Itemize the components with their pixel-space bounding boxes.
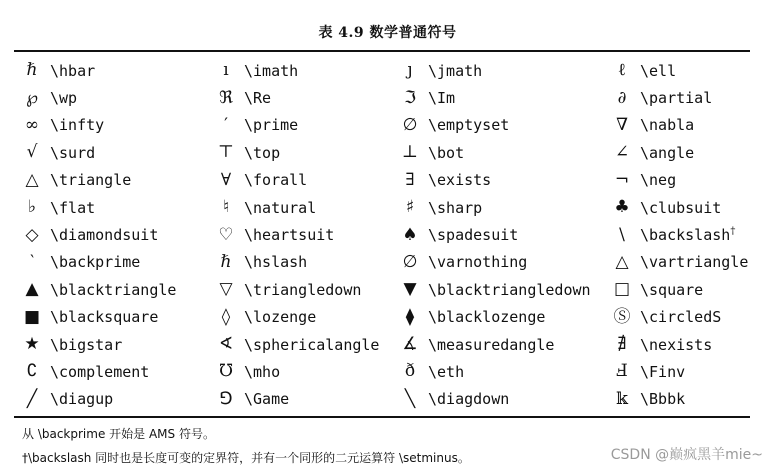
- symbol-command: [244, 116, 298, 134]
- symbol-glyph: ı: [223, 60, 229, 81]
- symbol-command: [244, 281, 361, 299]
- command-text: \varnothing: [428, 253, 528, 272]
- command-text: \partial: [640, 89, 713, 108]
- symbol-cell: [14, 57, 208, 84]
- symbol-glyph: ′: [224, 114, 228, 135]
- command-text: \Bbbk: [640, 390, 686, 409]
- symbol-glyph: ∄: [617, 334, 627, 355]
- symbol-cell: [14, 112, 208, 139]
- table-title: 表 4.9 数学普通符号: [318, 25, 457, 41]
- command-text: \blacklozenge: [428, 308, 546, 327]
- command-text: \lozenge: [244, 308, 317, 327]
- symbol-command: [50, 226, 158, 244]
- command-text: \Re: [244, 89, 272, 108]
- symbol-glyph: 𝕜: [616, 388, 628, 409]
- symbol-command: [640, 199, 721, 217]
- symbol-command: [244, 226, 334, 244]
- symbol-command: [244, 363, 280, 381]
- table-row: [14, 57, 750, 84]
- symbol-cell: [14, 167, 208, 194]
- symbol-command: [428, 336, 554, 354]
- symbol-command: [428, 253, 527, 271]
- symbol-command: [640, 281, 703, 299]
- symbol-cell: [604, 57, 750, 84]
- symbol-glyph: ∢: [218, 334, 234, 355]
- symbol-cell: [14, 139, 208, 166]
- symbol-cell: [604, 221, 750, 248]
- command-text: \bigstar: [50, 335, 123, 354]
- command-text: \infty: [50, 116, 105, 135]
- symbol-command: [244, 390, 289, 408]
- symbol-cell: [208, 276, 392, 303]
- symbol-command: [50, 62, 95, 80]
- symbol-glyph: ℏ: [26, 60, 38, 81]
- symbol-cell: [392, 167, 604, 194]
- symbol-glyph: ∁: [26, 361, 38, 382]
- footnote-marker: †: [730, 226, 736, 238]
- symbol-command: [50, 171, 131, 189]
- symbol-glyph: ∠: [614, 142, 630, 163]
- symbol-command: [50, 308, 158, 326]
- command-text: \backprime: [50, 253, 141, 272]
- symbol-cell: [604, 139, 750, 166]
- command-text: \nexists: [640, 335, 713, 354]
- command-text: \angle: [640, 143, 695, 162]
- symbol-glyph: ℜ: [219, 87, 233, 108]
- watermark: CSDN @巅疯黑羊mie~: [610, 447, 763, 463]
- symbol-command: [640, 390, 685, 408]
- symbol-glyph: ȷ: [407, 60, 413, 81]
- command-text: \sharp: [428, 198, 483, 217]
- symbol-glyph: ¬: [614, 169, 630, 190]
- symbol-glyph: ♮: [222, 197, 230, 218]
- table-row: [14, 386, 750, 413]
- symbol-command: [244, 89, 271, 107]
- command-text: \imath: [244, 61, 299, 80]
- symbol-command: [640, 144, 694, 162]
- symbol-command: [640, 171, 676, 189]
- symbol-command: [428, 89, 455, 107]
- symbol-cell: [392, 112, 604, 139]
- command-text: \Game: [244, 390, 290, 409]
- symbol-glyph: ★: [24, 334, 40, 355]
- symbol-glyph: ð: [404, 361, 416, 382]
- command-text: \hbar: [50, 61, 96, 80]
- symbol-command: [50, 336, 122, 354]
- command-text: \eth: [428, 362, 465, 381]
- symbol-glyph: ╱: [26, 388, 38, 409]
- symbol-cell: [604, 167, 750, 194]
- symbol-cell: [604, 112, 750, 139]
- symbol-glyph: ⊥: [402, 142, 418, 163]
- symbol-glyph: ℧: [218, 361, 234, 382]
- table-row: [14, 249, 750, 276]
- symbol-cell: [392, 304, 604, 331]
- symbol-glyph: ∀: [220, 169, 232, 190]
- symbol-cell: [14, 84, 208, 111]
- command-text: \vartriangle: [640, 253, 749, 272]
- symbol-glyph: √: [26, 142, 38, 163]
- symbol-command: [428, 226, 518, 244]
- symbol-command: [640, 226, 735, 244]
- command-text: \neg: [640, 171, 677, 190]
- symbol-cell: [604, 386, 750, 413]
- command-text: \bot: [428, 143, 465, 162]
- symbol-command: [640, 336, 712, 354]
- symbol-glyph: ♭: [27, 197, 37, 218]
- symbol-cell: [208, 139, 392, 166]
- symbol-cell: [208, 167, 392, 194]
- symbol-command: [640, 89, 712, 107]
- symbol-glyph: ℓ: [617, 60, 627, 81]
- command-text: \backslash: [640, 226, 731, 245]
- symbol-cell: [208, 358, 392, 385]
- symbol-glyph: △: [615, 251, 629, 272]
- command-text: \clubsuit: [640, 198, 722, 217]
- command-text: \circledS: [640, 308, 722, 327]
- symbol-glyph: ▲: [25, 279, 39, 300]
- symbol-glyph: ∞: [24, 114, 40, 135]
- command-text: \blacksquare: [50, 308, 159, 327]
- symbol-cell: [208, 221, 392, 248]
- symbol-command: [244, 144, 280, 162]
- symbol-glyph: ‵: [30, 251, 34, 272]
- symbol-cell: [392, 249, 604, 276]
- symbol-cell: [208, 331, 392, 358]
- table-row: [14, 167, 750, 194]
- symbol-glyph: ■: [23, 306, 41, 327]
- symbol-command: [244, 336, 379, 354]
- symbol-glyph: ♡: [218, 224, 234, 245]
- table-row: [14, 221, 750, 248]
- symbol-command: [640, 116, 694, 134]
- symbol-cell: [392, 194, 604, 221]
- symbol-command: [50, 253, 140, 271]
- symbol-glyph: ∂: [617, 87, 627, 108]
- symbol-cell: [392, 221, 604, 248]
- symbol-glyph: ╲: [404, 388, 416, 409]
- symbol-command: [428, 199, 482, 217]
- symbol-glyph: Ⓢ: [613, 306, 631, 327]
- symbol-glyph: ℘: [26, 87, 38, 108]
- symbol-cell: [208, 112, 392, 139]
- symbol-cell: [14, 194, 208, 221]
- command-text: \surd: [50, 143, 96, 162]
- symbol-cell: [208, 304, 392, 331]
- command-text: \square: [640, 280, 704, 299]
- symbol-glyph: □: [613, 279, 631, 300]
- command-text: \sphericalangle: [244, 335, 380, 354]
- command-text: \diagdown: [428, 390, 510, 409]
- symbol-cell: [392, 331, 604, 358]
- symbol-glyph: ∅: [402, 114, 418, 135]
- table-row: [14, 358, 750, 385]
- command-text: \natural: [244, 198, 317, 217]
- symbol-command: [244, 199, 316, 217]
- command-text: \emptyset: [428, 116, 510, 135]
- symbol-command: [428, 62, 482, 80]
- symbol-cell: [14, 304, 208, 331]
- symbol-table: [14, 57, 750, 413]
- symbol-glyph: ∡: [402, 334, 418, 355]
- symbol-glyph: ℏ: [220, 251, 232, 272]
- symbol-command: [428, 308, 545, 326]
- footnote-ams: 从 \backprime 开始是 AMS 符号。: [22, 427, 215, 441]
- symbol-cell: [604, 276, 750, 303]
- symbol-glyph: ♠: [402, 224, 418, 245]
- table-row: [14, 84, 750, 111]
- symbol-command: [640, 253, 748, 271]
- command-text: \ell: [640, 61, 677, 80]
- symbol-cell: [208, 249, 392, 276]
- symbol-command: [50, 390, 113, 408]
- symbol-command: [244, 253, 307, 271]
- symbol-command: [428, 363, 464, 381]
- command-text: \flat: [50, 198, 96, 217]
- symbol-command: [428, 116, 509, 134]
- command-text: \Finv: [640, 362, 686, 381]
- symbol-glyph: ♯: [405, 197, 415, 218]
- command-text: \diamondsuit: [50, 226, 159, 245]
- symbol-cell: [14, 221, 208, 248]
- symbol-cell: [392, 57, 604, 84]
- symbol-cell: [14, 249, 208, 276]
- symbol-command: [244, 62, 298, 80]
- command-text: \blacktriangle: [50, 280, 177, 299]
- symbol-glyph: ⧫: [405, 306, 415, 327]
- bottom-rule: [14, 416, 750, 418]
- symbol-command: [50, 363, 149, 381]
- symbol-cell: [604, 358, 750, 385]
- symbol-cell: [392, 276, 604, 303]
- table-row: [14, 194, 750, 221]
- symbol-command: [50, 89, 77, 107]
- command-text: \blacktriangledown: [428, 280, 591, 299]
- symbol-cell: [392, 139, 604, 166]
- command-text: \heartsuit: [244, 226, 335, 245]
- symbol-command: [640, 363, 685, 381]
- table-row: [14, 112, 750, 139]
- symbol-cell: [208, 57, 392, 84]
- symbol-glyph: ⊤: [218, 142, 234, 163]
- footnote-backslash: †\backslash 同时也是长度可变的定界符，并有一个同形的二元运算符 \setminus。: [22, 451, 470, 465]
- command-text: \mho: [244, 362, 281, 381]
- symbol-cell: [604, 194, 750, 221]
- command-text: \Im: [428, 89, 456, 108]
- symbol-cell: [14, 331, 208, 358]
- command-text: \measuredangle: [428, 335, 555, 354]
- symbol-glyph: ∅: [402, 251, 418, 272]
- symbol-command: [428, 171, 491, 189]
- command-text: \wp: [50, 89, 78, 108]
- symbol-command: [428, 281, 591, 299]
- symbol-cell: [208, 84, 392, 111]
- symbol-command: [428, 144, 464, 162]
- command-text: \complement: [50, 362, 150, 381]
- symbol-command: [244, 171, 307, 189]
- symbol-glyph: △: [25, 169, 39, 190]
- symbol-cell: [208, 194, 392, 221]
- symbol-glyph: \: [619, 224, 625, 245]
- symbol-glyph: ◊: [221, 306, 231, 327]
- command-text: \triangle: [50, 171, 132, 190]
- table-row: [14, 276, 750, 303]
- symbol-cell: [604, 331, 750, 358]
- command-text: \diagup: [50, 390, 114, 409]
- symbol-cell: [604, 249, 750, 276]
- symbol-cell: [604, 304, 750, 331]
- symbol-cell: [14, 276, 208, 303]
- symbol-cell: [14, 358, 208, 385]
- table-row: [14, 304, 750, 331]
- symbol-glyph: ▼: [403, 279, 417, 300]
- symbol-command: [244, 308, 316, 326]
- command-text: \prime: [244, 116, 299, 135]
- symbol-cell: [392, 386, 604, 413]
- symbol-cell: [208, 386, 392, 413]
- symbol-glyph: ♣: [614, 197, 630, 218]
- command-text: \triangledown: [244, 280, 362, 299]
- symbol-command: [640, 62, 676, 80]
- symbol-glyph: ∃: [405, 169, 415, 190]
- command-text: \hslash: [244, 253, 308, 272]
- symbol-glyph: ◇: [25, 224, 39, 245]
- symbol-command: [640, 308, 721, 326]
- symbol-glyph: ℑ: [404, 87, 416, 108]
- command-text: \forall: [244, 171, 308, 190]
- symbol-glyph: ▽: [219, 279, 233, 300]
- command-text: \spadesuit: [428, 226, 519, 245]
- table-row: [14, 139, 750, 166]
- symbol-command: [428, 390, 509, 408]
- command-text: \top: [244, 143, 281, 162]
- symbol-glyph: ⅁: [219, 388, 233, 409]
- symbol-cell: [604, 84, 750, 111]
- symbol-command: [50, 281, 176, 299]
- symbol-command: [50, 199, 95, 217]
- table-row: [14, 331, 750, 358]
- symbol-command: [50, 116, 104, 134]
- symbol-cell: [392, 84, 604, 111]
- symbol-cell: [14, 386, 208, 413]
- command-text: \nabla: [640, 116, 695, 135]
- symbol-glyph: ∇: [616, 114, 628, 135]
- symbol-glyph: Ⅎ: [616, 361, 628, 382]
- symbol-command: [50, 144, 95, 162]
- command-text: \exists: [428, 171, 492, 190]
- command-text: \jmath: [428, 61, 483, 80]
- symbol-cell: [392, 358, 604, 385]
- top-rule: [14, 50, 750, 52]
